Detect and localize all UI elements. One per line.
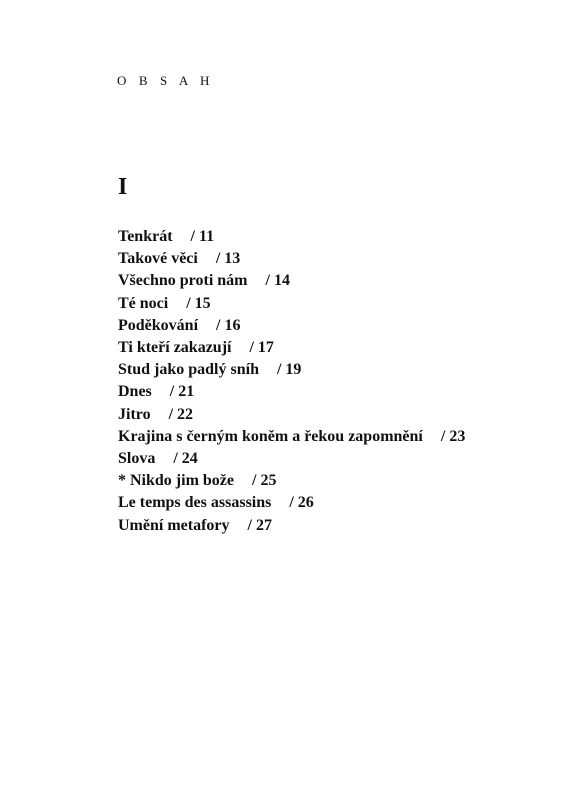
toc-entry (118, 337, 465, 359)
toc-entry-title: Té noci (118, 294, 169, 312)
toc-entry (118, 448, 465, 470)
toc-entry-page: / 21 (169, 383, 195, 401)
toc-entry-title: Ti kteří zakazují (118, 339, 232, 357)
toc-entry (118, 270, 465, 292)
toc-entry-title: Takové věci (118, 250, 198, 268)
toc-entry-page: / 16 (216, 316, 241, 334)
toc-entry-page: / 11 (190, 228, 215, 245)
toc-entry (118, 315, 465, 337)
toc-entry (118, 293, 465, 315)
toc-entry-title: Tenkrát (118, 228, 173, 245)
toc-entry (118, 404, 465, 426)
section-title: I (118, 174, 128, 200)
contents-heading: O B S A H (117, 73, 215, 88)
toc-entry-page: / 23 (440, 427, 466, 445)
toc-entry (118, 515, 465, 537)
toc-entry-page: / 14 (265, 272, 290, 290)
toc-entry-page: / 24 (173, 450, 198, 468)
toc-entry-page: / 19 (276, 361, 302, 379)
toc-entry-page: / 17 (249, 339, 274, 357)
table-of-contents (118, 226, 465, 537)
toc-entry (118, 359, 465, 381)
toc-entry-title: Krajina s černým koněm a řekou zapomnění (118, 427, 423, 445)
toc-entry-title: Le temps des assassins (118, 494, 272, 512)
toc-entry-title: Stud jako padlý sníh (118, 361, 259, 379)
toc-entry (118, 426, 465, 448)
toc-entry-title: * Nikdo jim bože (118, 472, 234, 490)
toc-entry-page: / 15 (186, 294, 211, 312)
toc-entry-page: / 25 (252, 472, 277, 490)
toc-entry-page: / 13 (215, 250, 241, 268)
toc-entry-title: Poděkování (118, 316, 199, 334)
toc-entry-title: Slova (118, 450, 156, 468)
toc-entry-page: / 27 (247, 516, 272, 534)
toc-entry (118, 226, 465, 248)
toc-entry-title: Všechno proti nám (118, 272, 248, 290)
toc-entry (118, 381, 465, 403)
toc-entry (118, 492, 465, 514)
toc-entry-title: Umění metafory (118, 516, 230, 534)
toc-entry-title: Jitro (118, 405, 151, 423)
toc-entry-page: / 22 (168, 405, 194, 423)
toc-entry-page: / 26 (289, 494, 314, 512)
toc-entry-title: Dnes (118, 383, 152, 401)
toc-entry (118, 248, 465, 270)
toc-entry (118, 470, 465, 492)
